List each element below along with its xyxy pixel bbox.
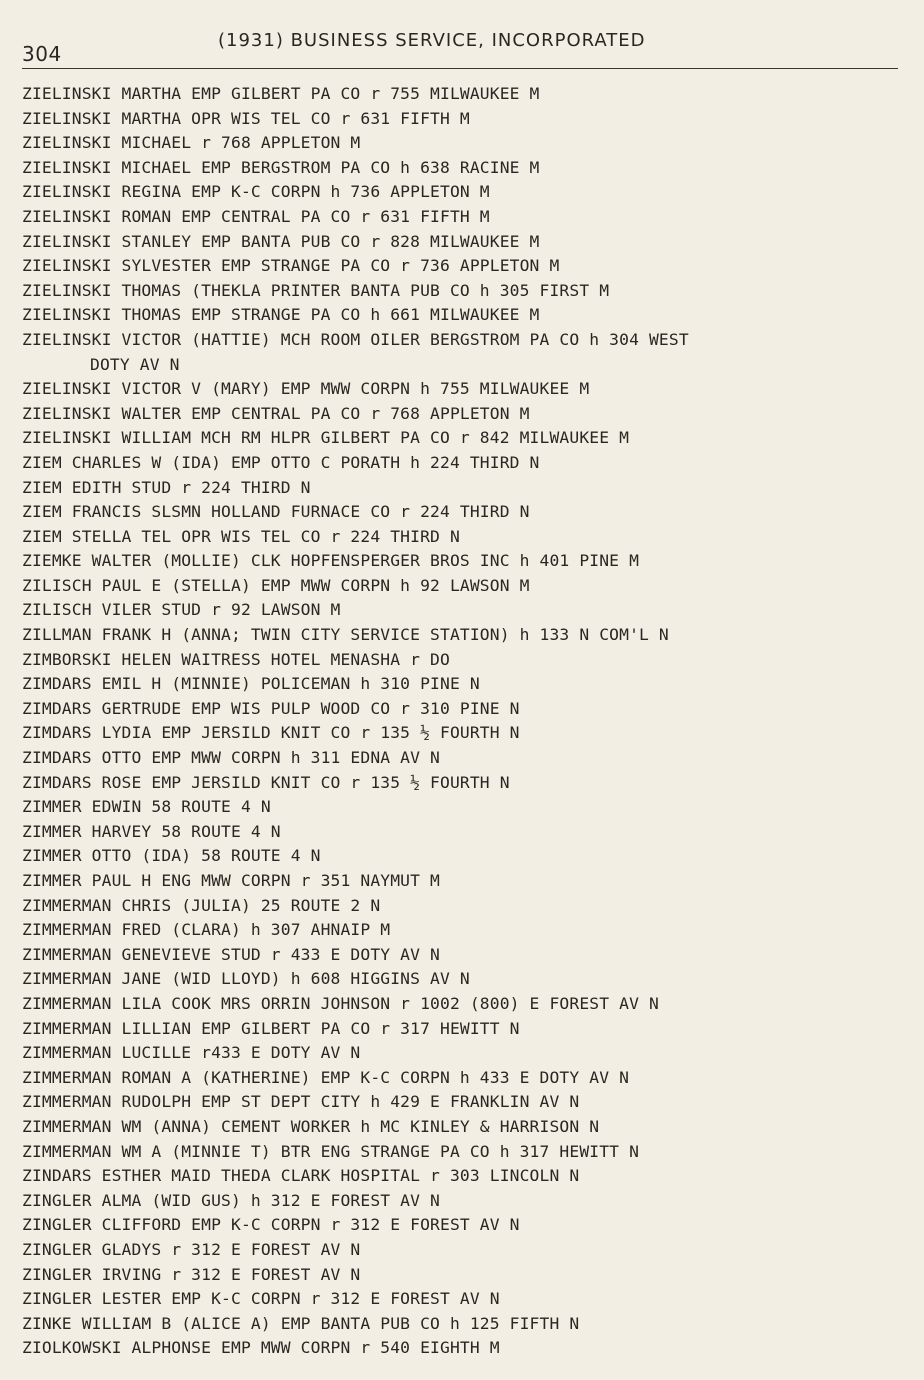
directory-entry: ZINGLER IRVING r 312 E FOREST AV N: [22, 1264, 361, 1284]
directory-entry: ZIEM STELLA TEL OPR WIS TEL CO r 224 THIRD N: [22, 526, 460, 546]
directory-entry: ZIELINSKI MICHAEL r 768 APPLETON M: [22, 133, 361, 153]
directory-entry: ZIELINSKI WILLIAM MCH RM HLPR GILBERT PA CO r 842 MILWAUKEE M: [22, 428, 630, 448]
page-header: [22, 28, 902, 64]
directory-entry: ZIEM CHARLES W (IDA) EMP OTTO C PORATH h 224 THIRD N: [22, 452, 540, 472]
directory-entry: ZIMMERMAN ROMAN A (KATHERINE) EMP K-C CORPN h 433 E DOTY AV N: [22, 1067, 630, 1087]
directory-entry: ZINGLER GLADYS r 312 E FOREST AV N: [22, 1239, 361, 1259]
directory-entry: ZIMMERMAN RUDOLPH EMP ST DEPT CITY h 429 E FRANKLIN AV N: [22, 1092, 580, 1112]
directory-entry: ZIMMERMAN WM (ANNA) CEMENT WORKER h MC KINLEY & HARRISON N: [22, 1116, 600, 1136]
directory-entry: ZIMMERMAN LILA COOK MRS ORRIN JOHNSON r 1002 (800) E FOREST AV N: [22, 993, 659, 1013]
directory-entry: ZIELINSKI VICTOR (HATTIE) MCH ROOM OILER BERGSTROM PA CO h 304 WEST: [22, 329, 689, 349]
page-number: 304: [22, 42, 62, 66]
directory-entry: ZILISCH VILER STUD r 92 LAWSON M: [22, 600, 341, 620]
directory-entry: ZIMDARS OTTO EMP MWW CORPN h 311 EDNA AV N: [22, 748, 440, 768]
header-rule: [22, 68, 898, 69]
directory-entry: ZIEM FRANCIS SLSMN HOLLAND FURNACE CO r 224 THIRD N: [22, 502, 530, 522]
directory-entry: ZIEM EDITH STUD r 224 THIRD N: [22, 477, 311, 497]
directory-entry: ZINGLER CLIFFORD EMP K-C CORPN r 312 E FOREST AV N: [22, 1215, 520, 1235]
directory-entry: ZIMMERMAN WM A (MINNIE T) BTR ENG STRANGE PA CO h 317 HEWITT N: [22, 1141, 640, 1161]
directory-entry: ZIMMERMAN LILLIAN EMP GILBERT PA CO r 317 HEWITT N: [22, 1018, 520, 1038]
directory-entry: ZIMMER EDWIN 58 ROUTE 4 N: [22, 797, 271, 817]
directory-entry: ZIMDARS ROSE EMP JERSILD KNIT CO r 135 ½ FOURTH N: [22, 772, 510, 792]
directory-entry: ZINGLER ALMA (WID GUS) h 312 E FOREST AV N: [22, 1190, 440, 1210]
directory-entry: ZIMMER HARVEY 58 ROUTE 4 N: [22, 821, 281, 841]
directory-entry: ZIMMER PAUL H ENG MWW CORPN r 351 NAYMUT M: [22, 871, 440, 890]
directory-entry: ZIMMER OTTO (IDA) 58 ROUTE 4 N: [22, 846, 321, 866]
directory-entry: ZIELINSKI MARTHA EMP GILBERT PA CO r 755 MILWAUKEE M: [22, 84, 540, 103]
directory-entry: ZIOLKOWSKI ALPHONSE EMP MWW CORPN r 540 EIGHTH M: [22, 1338, 500, 1358]
directory-entry: ZIMMERMAN JANE (WID LLOYD) h 608 HIGGINS AV N: [22, 969, 470, 989]
directory-entry-continuation: DOTY AV N: [90, 354, 180, 374]
directory-entry: ZIMDARS GERTRUDE EMP WIS PULP WOOD CO r 310 PINE N: [22, 698, 520, 718]
directory-listing: [22, 82, 917, 1361]
directory-entry: ZIELINSKI THOMAS EMP STRANGE PA CO h 661 MILWAUKEE M: [22, 305, 540, 325]
directory-entry: ZILISCH PAUL E (STELLA) EMP MWW CORPN h 92 LAWSON M: [22, 575, 530, 595]
directory-entry: ZIMDARS EMIL H (MINNIE) POLICEMAN h 310 PINE N: [22, 674, 480, 694]
directory-entry: ZIEMKE WALTER (MOLLIE) CLK HOPFENSPERGER BROS INC h 401 PINE M: [22, 551, 640, 571]
directory-entry: ZIELINSKI THOMAS (THEKLA PRINTER BANTA PUB CO h 305 FIRST M: [22, 280, 610, 300]
directory-entry: ZIMMERMAN GENEVIEVE STUD r 433 E DOTY AV N: [22, 944, 440, 964]
directory-entry: ZIMDARS LYDIA EMP JERSILD KNIT CO r 135 ½ FOURTH N: [22, 723, 520, 743]
directory-entry: ZIELINSKI WALTER EMP CENTRAL PA CO r 768 APPLETON M: [22, 403, 530, 423]
directory-entry: ZIELINSKI STANLEY EMP BANTA PUB CO r 828 MILWAUKEE M: [22, 231, 540, 251]
directory-entry: ZIELINSKI MICHAEL EMP BERGSTROM PA CO h 638 RACINE M: [22, 157, 540, 177]
directory-entry: ZIELINSKI REGINA EMP K-C CORPN h 736 APPLETON M: [22, 182, 490, 202]
directory-entry: ZIMMERMAN LUCILLE r433 E DOTY AV N: [22, 1043, 361, 1063]
directory-entry: ZILLMAN FRANK H (ANNA; TWIN CITY SERVICE STATION) h 133 N COM'L N: [22, 625, 669, 645]
directory-entry: ZIMBORSKI HELEN WAITRESS HOTEL MENASHA r DO: [22, 649, 450, 669]
directory-entry: ZIELINSKI VICTOR V (MARY) EMP MWW CORPN h 755 MILWAUKEE M: [22, 379, 590, 399]
directory-entry: ZIMMERMAN CHRIS (JULIA) 25 ROUTE 2 N: [22, 895, 381, 915]
directory-entry: ZIELINSKI ROMAN EMP CENTRAL PA CO r 631 FIFTH M: [22, 206, 490, 226]
directory-entry: ZIMMERMAN FRED (CLARA) h 307 AHNAIP M: [22, 920, 391, 940]
directory-entry: ZIELINSKI SYLVESTER EMP STRANGE PA CO r 736 APPLETON M: [22, 256, 560, 276]
directory-entry: ZIELINSKI MARTHA OPR WIS TEL CO r 631 FIFTH M: [22, 108, 470, 128]
running-head: (1931) BUSINESS SERVICE, INCORPORATED: [218, 30, 646, 51]
directory-entry: ZINDARS ESTHER MAID THEDA CLARK HOSPITAL r 303 LINCOLN N: [22, 1166, 580, 1186]
directory-entry: ZINKE WILLIAM B (ALICE A) EMP BANTA PUB CO h 125 FIFTH N: [22, 1313, 580, 1333]
directory-entry: ZINGLER LESTER EMP K-C CORPN r 312 E FOREST AV N: [22, 1289, 500, 1309]
